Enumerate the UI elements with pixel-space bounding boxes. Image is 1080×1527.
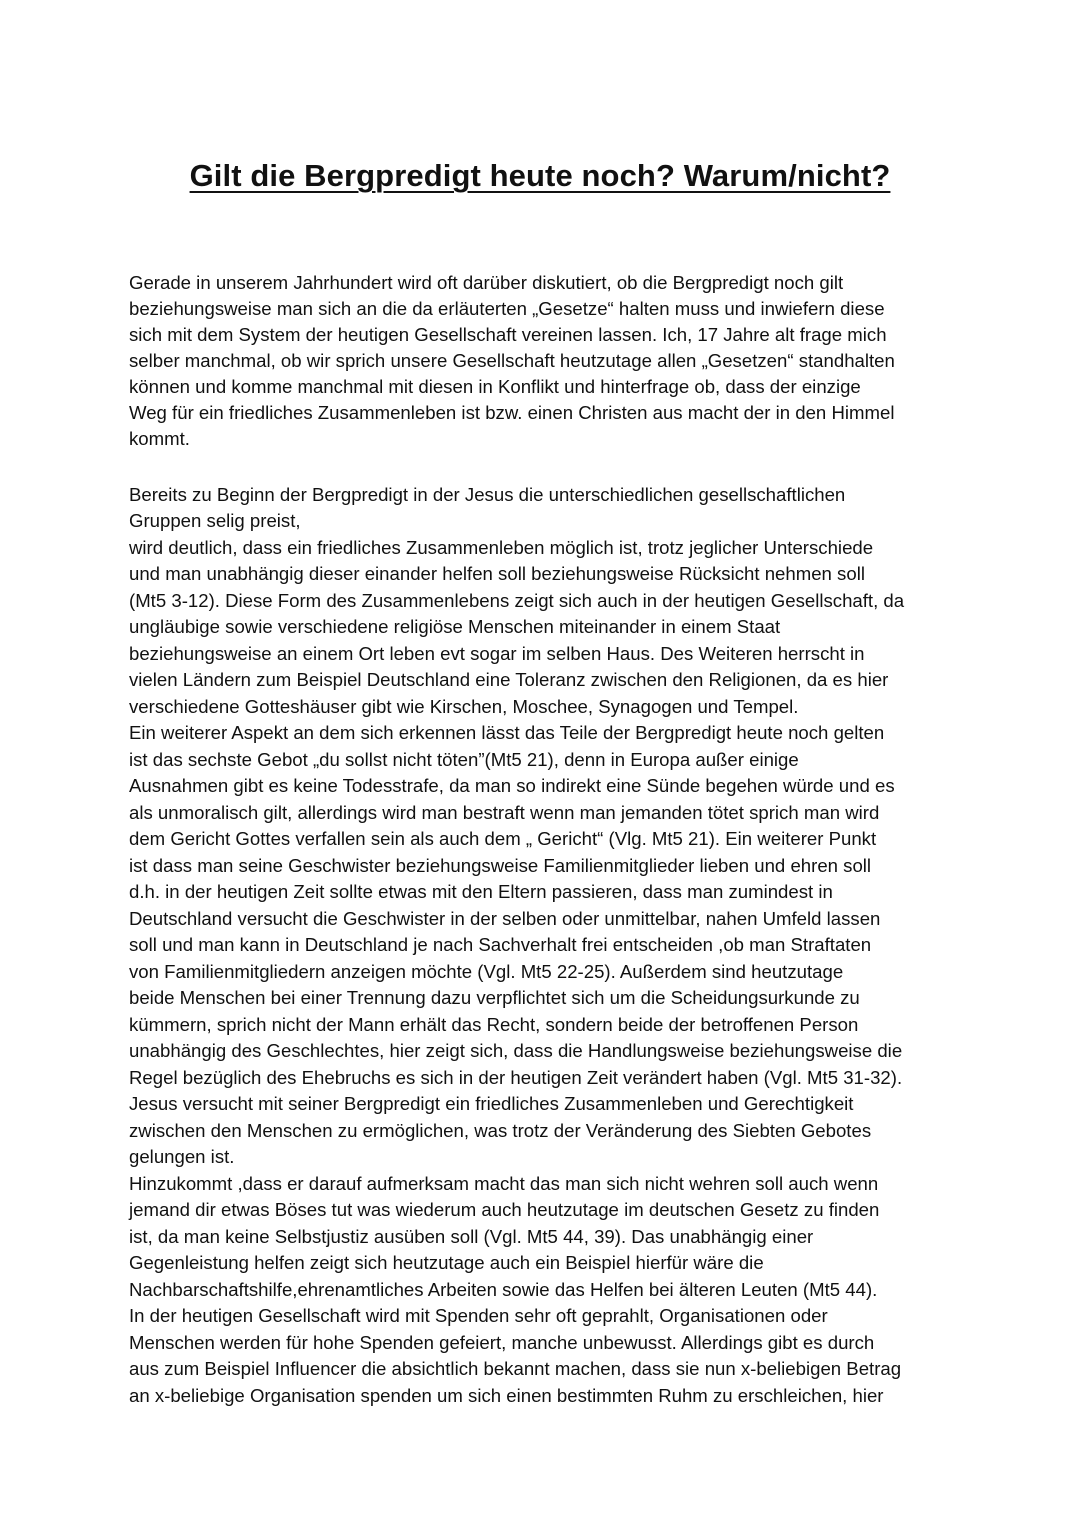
text-line: Regel bezüglich des Ehebruchs es sich in der heutigen Zeit verändert haben (Vgl. Mt5 31-32). [129, 1067, 903, 1088]
text-line: selber manchmal, ob wir sprich unsere Gesellschaft heutzutage allen „Gesetzen“ standhalten [129, 350, 895, 371]
text-line: gelungen ist. [129, 1146, 235, 1167]
text-line: dem Gericht Gottes verfallen sein als auch dem „ Gericht“ (Vlg. Mt5 21). Ein weiterer Punkt [129, 828, 877, 849]
text-line: kommt. [129, 428, 190, 449]
text-line: ist dass man seine Geschwister beziehungsweise Familienmitglieder lieben und ehren soll [129, 855, 872, 876]
text-line: beziehungsweise man sich an die da erläuterten „Gesetze“ halten muss und inwiefern diese [129, 298, 885, 319]
text-line: Gerade in unserem Jahrhundert wird oft darüber diskutiert, ob die Bergpredigt noch gilt [129, 272, 844, 293]
text-line: ungläubige sowie verschiedene religiöse Menschen miteinander in einem Staat [129, 616, 781, 637]
text-line: als unmoralisch gilt, allerdings wird man bestraft wenn man jemanden tötet sprich man wird [129, 802, 880, 823]
text-line: ist das sechste Gebot „du sollst nicht töten”(Mt5 21), denn in Europa außer einige [129, 749, 799, 770]
text-line: d.h. in der heutigen Zeit sollte etwas mit den Eltern passieren, dass man zumindest in [129, 881, 833, 902]
text-line: Ausnahmen gibt es keine Todesstrafe, da man so indirekt eine Sünde begehen würde und es [129, 775, 895, 796]
text-line: Deutschland versucht die Geschwister in der selben oder unmittelbar, nahen Umfeld lassen [129, 908, 881, 929]
text-line: unabhängig des Geschlechtes, hier zeigt sich, dass die Handlungsweise beziehungsweise die [129, 1040, 903, 1061]
text-line: Menschen werden für hohe Spenden gefeiert, manche unbewusst. Allerdings gibt es durch [129, 1332, 875, 1353]
text-line: Nachbarschaftshilfe,ehrenamtliches Arbeiten sowie das Helfen bei älteren Leuten (Mt5 44). [129, 1279, 878, 1300]
text-line: ist, da man keine Selbstjustiz ausüben soll (Vgl. Mt5 44, 39). Das unabhängig einer [129, 1226, 814, 1247]
text-line: Jesus versucht mit seiner Bergpredigt ein friedliches Zusammenleben und Gerechtigkeit [129, 1093, 854, 1114]
text-line: Ein weiterer Aspekt an dem sich erkennen lässt das Teile der Bergpredigt heute noch gelten [129, 722, 885, 743]
page-title: Gilt die Bergpredigt heute noch? Warum/nicht? [189, 158, 891, 193]
text-line: aus zum Beispiel Influencer die absichtlich bekannt machen, dass sie nun x-beliebigen Betrag [129, 1358, 902, 1379]
text-line: Hinzukommt ,dass er darauf aufmerksam macht das man sich nicht wehren soll auch wenn [129, 1173, 879, 1194]
text-line: In der heutigen Gesellschaft wird mit Spenden sehr oft geprahlt, Organisationen oder [129, 1305, 828, 1326]
text-line: von Familienmitgliedern anzeigen möchte (Vgl. Mt5 22-25). Außerdem sind heutzutage [129, 961, 844, 982]
text-line: vielen Ländern zum Beispiel Deutschland eine Toleranz zwischen den Religionen, da es hier [129, 669, 889, 690]
text-line: (Mt5 3-12). Diese Form des Zusammenlebens zeigt sich auch in der heutigen Gesellschaft, da [129, 590, 905, 611]
text-line: wird deutlich, dass ein friedliches Zusammenleben möglich ist, trotz jeglicher Unterschiede [129, 537, 874, 558]
text-line: an x-beliebige Organisation spenden um sich einen bestimmten Ruhm zu erschleichen, hier [129, 1385, 884, 1406]
text-line: soll und man kann in Deutschland je nach Sachverhalt frei entscheiden ,ob man Straftaten [129, 934, 872, 955]
text-line: beziehungsweise an einem Ort leben evt sogar im selben Haus. Des Weiteren herrscht in [129, 643, 865, 664]
text-line: beide Menschen bei einer Trennung dazu verpflichtet sich um die Scheidungsurkunde zu [129, 987, 860, 1008]
text-line: können und komme manchmal mit diesen in Konflikt und hinterfrage ob, dass der einzige [129, 376, 861, 397]
text-line: Bereits zu Beginn der Bergpredigt in der Jesus die unterschiedlichen gesellschaftlichen [129, 484, 846, 505]
text-line: zwischen den Menschen zu ermöglichen, was trotz der Veränderung des Siebten Gebotes [129, 1120, 872, 1141]
text-line: und man unabhängig dieser einander helfen soll beziehungsweise Rücksicht nehmen soll [129, 563, 865, 584]
text-line: jemand dir etwas Böses tut was wiederum auch heutzutage im deutschen Gesetz zu finden [129, 1199, 880, 1220]
text-line: kümmern, sprich nicht der Mann erhält das Recht, sondern beide der betroffenen Person [129, 1014, 859, 1035]
text-line: Gegenleistung helfen zeigt sich heutzutage auch ein Beispiel hierfür wäre die [129, 1252, 764, 1273]
text-line: sich mit dem System der heutigen Gesellschaft vereinen lassen. Ich, 17 Jahre alt frage mich [129, 324, 887, 345]
text-line: verschiedene Gotteshäuser gibt wie Kirschen, Moschee, Synagogen und Tempel. [129, 696, 799, 717]
text-line: Gruppen selig preist, [129, 510, 301, 531]
text-line: Weg für ein friedliches Zusammenleben ist bzw. einen Christen aus macht der in den Himmel [129, 402, 895, 423]
